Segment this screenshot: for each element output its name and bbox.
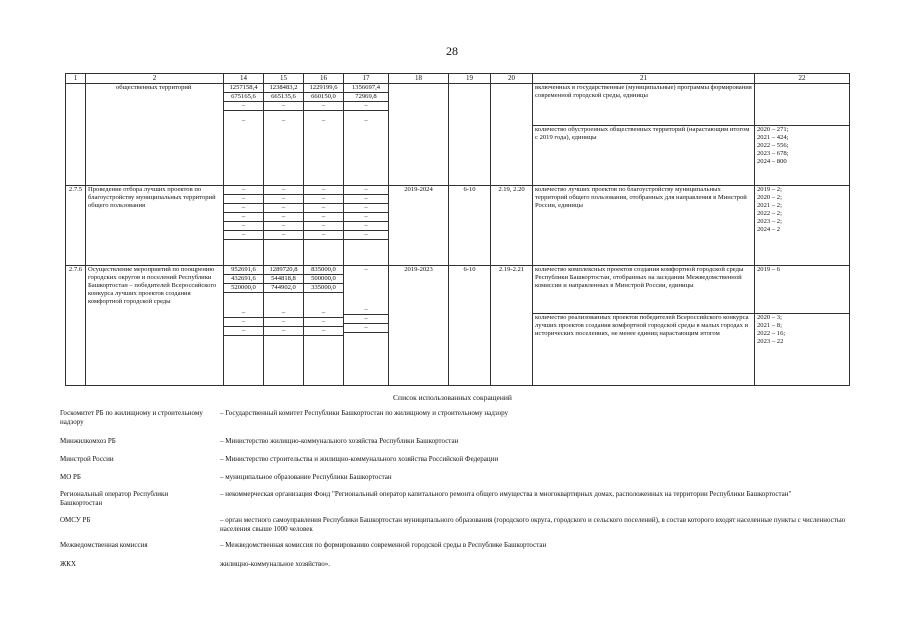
- value-cell: 660150,0: [304, 93, 343, 102]
- col-header: 20: [491, 74, 533, 84]
- col-header: 18: [389, 74, 449, 84]
- value-cell: 1257158,4: [224, 84, 263, 93]
- value-cell: 544818,8: [264, 275, 303, 284]
- dash: –: [224, 231, 263, 240]
- dash: –: [304, 102, 343, 111]
- reference: 2.19-2.21: [491, 266, 533, 386]
- col-header: 17: [344, 74, 389, 84]
- target-value: 2021 – 2;: [757, 202, 782, 209]
- abbreviation-term: МО РБ: [60, 473, 81, 481]
- dash: –: [344, 315, 388, 324]
- value-cell: 432691,6: [224, 275, 263, 284]
- dash: –: [264, 327, 303, 336]
- row-name: Осуществление мероприятий по поощрению городских округов и поселений Республики Башкортостан – победителей Всероссийского конкурса лучших проектов создания комфортной городской среды: [86, 266, 224, 386]
- dash: –: [344, 222, 388, 231]
- dash: –: [304, 327, 343, 336]
- dash: –: [264, 195, 303, 204]
- col-header: 22: [755, 74, 850, 84]
- col-header: 16: [304, 74, 344, 84]
- abbreviation-definition: – Межведомственная комиссия по формированию современной городской среды в Республике Башкортостан: [220, 541, 547, 549]
- dash: –: [224, 195, 263, 204]
- dash: –: [224, 102, 263, 111]
- dash: –: [304, 186, 343, 195]
- value-cell: 675165,6: [224, 93, 263, 102]
- period: 2019-2023: [389, 266, 449, 386]
- dash: –: [364, 266, 368, 273]
- target-value: 2024 – 800: [757, 158, 787, 165]
- table-row: [66, 186, 850, 266]
- value-cell: 835000,0: [304, 266, 343, 275]
- indicator-text: включенных в государственные (муниципальные) программы формирования современной городской среды, единицы: [535, 84, 752, 99]
- dash: –: [264, 102, 303, 111]
- header-row: [66, 74, 850, 84]
- dash: –: [344, 186, 388, 195]
- dash: –: [264, 186, 303, 195]
- dash: –: [304, 222, 343, 231]
- dash: –: [344, 231, 388, 240]
- value-cell: 500000,0: [304, 275, 343, 284]
- abbreviation-term: Минстрой России: [60, 455, 114, 463]
- dash: –: [224, 318, 263, 327]
- indicator-code: 6-10: [449, 266, 491, 386]
- reference: 2.19, 2.20: [491, 186, 533, 266]
- dash: –: [224, 204, 263, 213]
- dash: –: [281, 117, 286, 124]
- row-number: [66, 84, 86, 186]
- dash: –: [304, 213, 343, 222]
- value-cell: 952691,6: [224, 266, 263, 275]
- abbreviation-definition: жилищно-коммунальное хозяйство».: [220, 560, 330, 568]
- value-cell: 520000,0: [224, 284, 263, 293]
- abbreviation-definition: – муниципальное образование Республики Башкортостан: [220, 473, 392, 481]
- col-header: 19: [449, 74, 491, 84]
- target-value: 2021 – 424;: [757, 134, 789, 141]
- abbreviation-term: ЖКХ: [60, 560, 76, 568]
- dash: –: [344, 306, 388, 315]
- value-cell: 1238483,2: [264, 84, 303, 93]
- abbreviations-title: Список использованных сокращений: [393, 393, 512, 402]
- abbreviation-term: Региональный оператор Республики Башкортостан: [60, 490, 169, 507]
- indicator-text: количество обустроенных общественных территорий (нарастающим итогом с 2019 года), единицы: [533, 125, 754, 142]
- value-cell: 1289720,8: [264, 266, 303, 275]
- dash: –: [224, 222, 263, 231]
- value-cell: 1229199,6: [304, 84, 343, 93]
- dash: –: [364, 117, 368, 124]
- abbreviation-term: ОМСУ РБ: [60, 516, 91, 524]
- value-cell: 72969,8: [344, 93, 388, 102]
- dash: –: [241, 117, 246, 124]
- target-value: 2021 – 8;: [757, 322, 782, 329]
- dash: –: [344, 204, 388, 213]
- abbreviation-term: Минжилкомхоз РБ: [60, 437, 116, 445]
- target-value: 2020 – 271;: [757, 126, 789, 133]
- value-cell: 1356697,4: [344, 84, 388, 93]
- dash: –: [321, 117, 326, 124]
- dash: –: [264, 204, 303, 213]
- col-header: 1: [66, 74, 86, 84]
- dash: –: [224, 186, 263, 195]
- table-row: [66, 84, 850, 186]
- col-header: 14: [224, 74, 264, 84]
- dash: –: [304, 231, 343, 240]
- target-value: 2020 – 3;: [757, 314, 782, 321]
- indicator-text: количество комплексных проектов создания комфортной городской среды Республики Башкортостан, отобранных на заседании Межведомственной комиссии и направленных в Минстрой России, единицы: [535, 266, 744, 289]
- dash: –: [264, 318, 303, 327]
- indicator-code: 6-10: [449, 186, 491, 266]
- page-number: 28: [446, 44, 458, 58]
- indicator-text: количество реализованных проектов победителей Всероссийского конкурса лучших проектов создания комфортной городской среды в малых городах и исторических поселениях, не менее единиц нарастающим итогом: [533, 313, 754, 338]
- row-name: общественных территорий: [86, 84, 224, 186]
- dash: –: [264, 222, 303, 231]
- table-row: [66, 266, 850, 386]
- dash: –: [304, 318, 343, 327]
- dash: –: [344, 102, 388, 111]
- target-value: 2019 – 2;: [757, 186, 782, 193]
- target-value: 2022 – 556;: [757, 142, 789, 149]
- dash: –: [344, 324, 388, 333]
- target-value: 2020 – 2;: [757, 194, 782, 201]
- program-table: [65, 73, 850, 386]
- abbreviation-definition: – Государственный комитет Республики Башкортостан по жилищному и строительному надзору: [220, 409, 508, 417]
- period: 2019-2024: [389, 186, 449, 266]
- dash: –: [304, 309, 343, 318]
- abbreviation-definition: – орган местного самоуправления Республики Башкортостан муниципального образования (городского округа, городского и сельского поселений), в состав которого входят населенные пункты с численностью населения свыше 1000 человек: [220, 516, 846, 533]
- dash: –: [264, 231, 303, 240]
- abbreviation-definition: – Министерство строительства и жилищно-коммунального хозяйства Российской Федерации: [220, 455, 499, 463]
- row-number: 2.7.6: [66, 266, 86, 386]
- dash: –: [264, 213, 303, 222]
- dash: –: [224, 327, 263, 336]
- value-cell: 335000,0: [304, 284, 343, 293]
- row-name: Проведение отбора лучших проектов по благоустройству муниципальных территорий общего пользования: [86, 186, 224, 266]
- dash: –: [304, 195, 343, 204]
- target-value: 2022 – 16;: [757, 330, 786, 337]
- abbreviation-term: Госкомитет РБ по жилищному и строительному надзору: [60, 409, 203, 426]
- dash: –: [264, 309, 303, 318]
- dash: –: [304, 204, 343, 213]
- target-value: 2019 – 6: [757, 266, 781, 273]
- target-value: 2023 – 22: [757, 338, 784, 345]
- col-header: 21: [533, 74, 755, 84]
- target-value: 2023 – 678;: [757, 150, 789, 157]
- col-header: 15: [264, 74, 304, 84]
- abbreviation-definition: – некоммерческая организация Фонд "Региональный оператор капитального ремонта общего имущества в многоквартирных домах, расположенных на территории Республики Башкортостан": [220, 490, 792, 498]
- row-number: 2.7.5: [66, 186, 86, 266]
- target-value: 2022 – 2;: [757, 210, 782, 217]
- target-value: 2024 – 2: [757, 226, 781, 233]
- value-cell: 744902,0: [264, 284, 303, 293]
- dash: –: [344, 213, 388, 222]
- dash: –: [344, 195, 388, 204]
- dash: –: [224, 213, 263, 222]
- abbreviation-term: Межведомственная комиссия: [60, 541, 148, 549]
- col-header: 2: [86, 74, 224, 84]
- target-value: 2023 – 2;: [757, 218, 782, 225]
- dash: –: [224, 309, 263, 318]
- value-cell: 665135,6: [264, 93, 303, 102]
- abbreviation-definition: – Министерство жилищно-коммунального хозяйства Республики Башкортостан: [220, 437, 459, 445]
- indicator-text: количество лучших проектов по благоустройству муниципальных территорий общего пользования, отобранных для направления в Минстрой России, единицы: [533, 186, 755, 266]
